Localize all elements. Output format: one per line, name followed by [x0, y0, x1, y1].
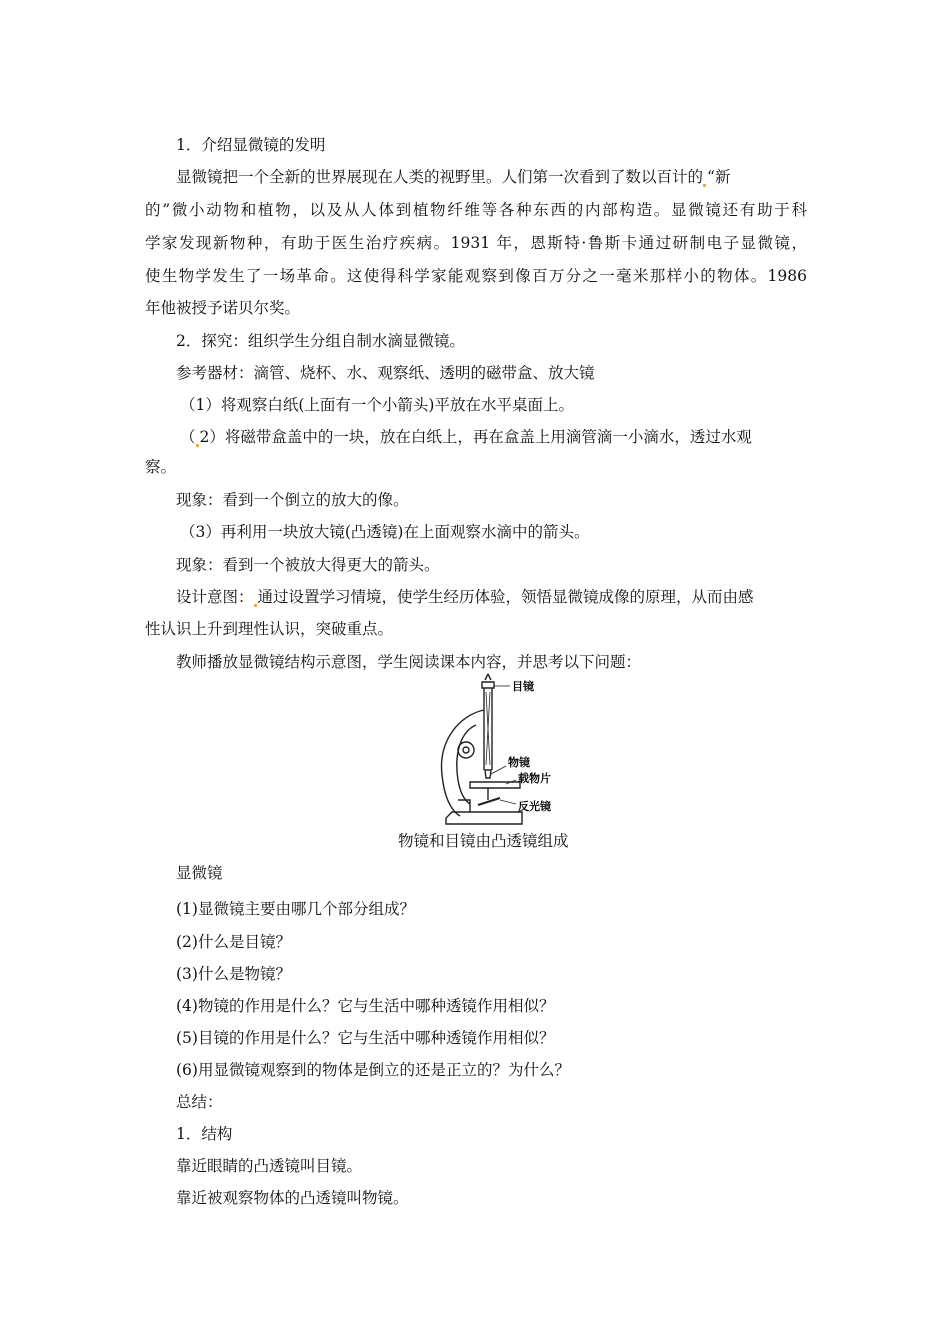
text-span: 设计意图：: [176, 588, 254, 606]
design-intent: [176, 587, 754, 607]
slide-label: 载物片: [518, 772, 551, 785]
summary-structure: 1．结构: [176, 1125, 233, 1143]
figure-caption: 物镜和目镜由凸透镜组成: [398, 832, 569, 850]
question-3: (3)什么是物镜？: [176, 965, 291, 983]
objective-label: 物镜: [508, 756, 530, 769]
question-5: (5)目镜的作用是什么？它与生活中哪种透镜作用相似？: [176, 1029, 555, 1047]
text-span: 2）将磁带盒盖中的一块，放在白纸上，再在盒盖上用滴管滴一小滴水，透过水观: [199, 428, 752, 446]
highlight-mark: [703, 184, 706, 187]
mirror-label: 反光镜: [518, 800, 551, 813]
microscope-diagram: [430, 670, 590, 830]
paragraph-line: 年他被授予诺贝尔奖。: [145, 299, 301, 317]
highlight-mark: [254, 604, 257, 607]
figure-title: 显微镜: [176, 864, 223, 882]
summary-objective: 靠近被观察物体的凸透镜叫物镜。: [176, 1189, 409, 1207]
step-2: [180, 427, 752, 447]
paragraph-line: 使生物学发生了一场革命。这使得科学家能观察到像百万分之一毫米那样小的物体。1986: [145, 267, 807, 285]
phenomenon-2: 现象：看到一个被放大得更大的箭头。: [176, 556, 440, 574]
text-span: “新: [707, 168, 731, 186]
microscope-illustration: [430, 670, 590, 830]
step-2-continued: 察。: [145, 458, 177, 476]
section-heading-invention: 1．介绍显微镜的发明: [176, 136, 326, 154]
text-span: 通过设置学习情境，使学生经历体验，领悟显微镜成像的原理，从而由感: [257, 588, 754, 606]
question-4: (4)物镜的作用是什么？它与生活中哪种透镜作用相似？: [176, 997, 555, 1015]
step-1: （1）将观察白纸(上面有一个小箭头)平放在水平桌面上。: [180, 396, 574, 414]
eyepiece-label: 目镜: [512, 680, 534, 693]
highlight-mark: [196, 444, 199, 447]
materials-line: 参考器材：滴管、烧杯、水、观察纸、透明的磁带盒、放大镜: [176, 364, 595, 382]
summary-heading: 总结：: [176, 1093, 223, 1111]
text-span: 显微镜把一个全新的世界展现在人类的视野里。人们第一次看到了数以百计的: [176, 168, 704, 186]
teacher-instruction: 教师播放显微镜结构示意图，学生阅读课本内容，并思考以下问题：: [176, 653, 642, 671]
summary-eyepiece: 靠近眼睛的凸透镜叫目镜。: [176, 1157, 363, 1175]
phenomenon-1: 现象：看到一个倒立的放大的像。: [176, 491, 409, 509]
question-6: (6)用显微镜观察到的物体是倒立的还是正立的？为什么？: [176, 1061, 570, 1079]
question-2: (2)什么是目镜？: [176, 933, 291, 951]
section-heading-explore: 2．探究：组织学生分组自制水滴显微镜。: [176, 332, 465, 350]
paragraph-line: 的”微小动物和植物，以及从人体到植物纤维等各种东西的内部构造。显微镜还有助于科: [145, 201, 807, 219]
paragraph-line: [176, 167, 730, 187]
question-1: (1)显微镜主要由哪几个部分组成？: [176, 900, 415, 918]
step-3: （3）再利用一块放大镜(凸透镜)在上面观察水滴中的箭头。: [180, 523, 590, 541]
paragraph-line: 学家发现新物种，有助于医生治疗疾病。1931 年，恩斯特·鲁斯卡通过研制电子显微镜，: [145, 234, 807, 252]
design-intent-continued: 性认识上升到理性认识，突破重点。: [145, 620, 394, 638]
text-span: （: [180, 428, 196, 446]
